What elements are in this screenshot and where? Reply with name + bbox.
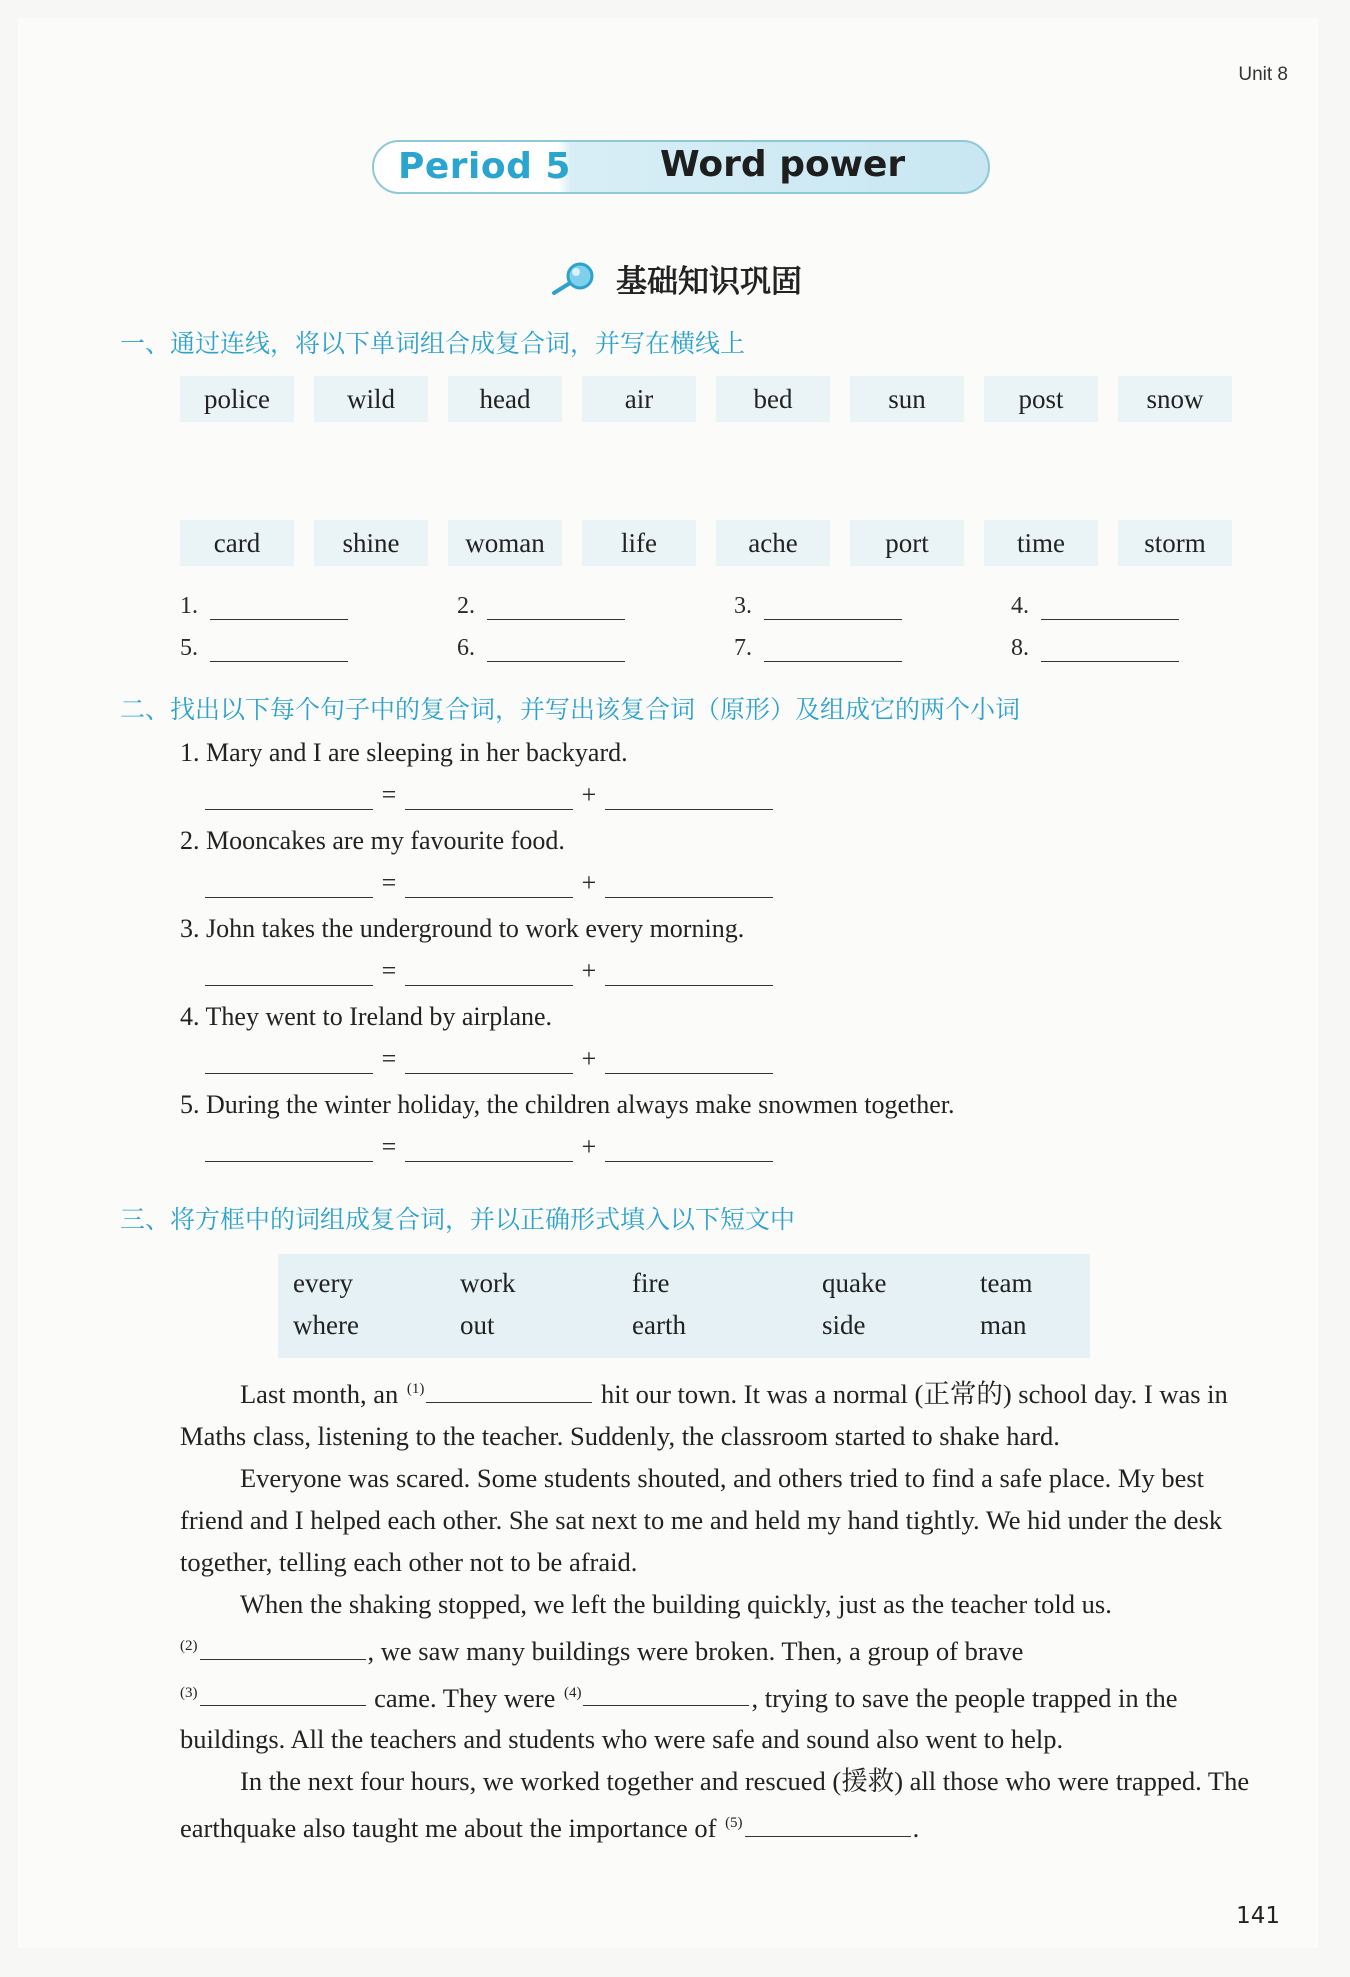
passage-text: In the next four hours, we worked together and rescued (援救) all those who were trapped. The earthquake also taught me about the importance of (180, 1766, 1250, 1844)
blank-marker: (3) (180, 1684, 198, 1701)
word-card: shine (314, 520, 428, 566)
box-word: work (460, 1268, 516, 1298)
q3-heading: 三、将方框中的词组成复合词，并以正确形式填入以下短文中 (120, 1205, 796, 1234)
word-card: ache (716, 520, 830, 566)
word-card: air (582, 376, 696, 422)
answer-blank[interactable] (210, 589, 348, 620)
answer-blank[interactable] (405, 781, 573, 810)
blank-marker: (4) (563, 1684, 582, 1701)
blank-number: 8. (1011, 635, 1029, 661)
passage-paragraph (180, 1368, 1250, 1457)
word-card: port (850, 520, 964, 566)
section-title: 基础知识巩固 (616, 264, 802, 300)
blank-number: 5. (180, 635, 198, 661)
q2-sentence: 4. They went to Ireland by airplane. (180, 1002, 553, 1031)
q2-heading: 二、找出以下每个句子中的复合词，并写出该复合词（原形）及组成它的两个小词 (120, 695, 1021, 724)
q2-answer-line (205, 868, 773, 898)
answer-blank[interactable] (205, 1045, 373, 1074)
blank-marker: (2) (180, 1637, 198, 1654)
answer-blank[interactable] (764, 631, 902, 662)
box-word: side (822, 1310, 866, 1340)
box-word: team (980, 1268, 1033, 1298)
box-word: fire (632, 1268, 670, 1298)
passage-text: came. They were (374, 1682, 556, 1713)
period-label: Period 5 (398, 146, 571, 187)
answer-blank[interactable] (605, 869, 773, 898)
equals-sign: = (381, 1044, 397, 1073)
q1-word-row-2 (180, 520, 1232, 566)
answer-blank[interactable] (487, 589, 625, 620)
word-card: wild (314, 376, 428, 422)
answer-blank[interactable] (205, 1133, 373, 1162)
word-card: life (582, 520, 696, 566)
q1-heading: 一、通过连线，将以下单词组合成复合词，并写在横线上 (120, 329, 746, 358)
blank-number: 3. (734, 593, 752, 619)
answer-blank[interactable] (405, 869, 573, 898)
answer-blank[interactable] (205, 781, 373, 810)
plus-sign: + (581, 956, 597, 985)
answer-blank[interactable] (605, 957, 773, 986)
word-card: time (984, 520, 1098, 566)
box-word: where (293, 1310, 359, 1340)
answer-blank[interactable] (1041, 589, 1179, 620)
q2-answer-line (205, 1044, 773, 1074)
fill-blank[interactable] (745, 1812, 911, 1837)
answer-blank[interactable] (1041, 631, 1179, 662)
passage-paragraph (180, 1760, 1250, 1849)
word-card: post (984, 376, 1098, 422)
plus-sign: + (581, 1044, 597, 1073)
blank-number: 2. (457, 593, 475, 619)
passage-text: When the shaking stopped, we left the building quickly, just as the teacher told us. (240, 1588, 1112, 1619)
blank-number: 4. (1011, 593, 1029, 619)
word-card: woman (448, 520, 562, 566)
q2-sentence: 3. John takes the underground to work every morning. (180, 914, 745, 943)
answer-blank[interactable] (405, 957, 573, 986)
box-word: every (293, 1268, 353, 1298)
answer-blank[interactable] (605, 1133, 773, 1162)
lesson-title: Word power (660, 144, 906, 185)
plus-sign: + (581, 1132, 597, 1161)
q2-answer-line (205, 1132, 773, 1162)
q1-answer-blanks (180, 578, 1288, 662)
q2-answer-line (205, 780, 773, 810)
passage-text: Last month, an (240, 1378, 399, 1409)
passage (180, 1368, 1250, 1849)
section-heading (550, 256, 802, 301)
answer-blank[interactable] (205, 869, 373, 898)
word-card: police (180, 376, 294, 422)
fill-blank[interactable] (200, 1681, 366, 1706)
q1-word-row-1 (180, 376, 1232, 422)
word-card: snow (1118, 376, 1232, 422)
box-word: earth (632, 1310, 686, 1340)
q2-answer-line (205, 956, 773, 986)
blank-number: 7. (734, 635, 752, 661)
equals-sign: = (381, 780, 397, 809)
blank-marker: (1) (406, 1381, 425, 1397)
passage-text: . (912, 1813, 920, 1844)
magnifier-icon (550, 261, 598, 297)
plus-sign: + (581, 780, 597, 809)
box-word: man (980, 1310, 1027, 1340)
passage-text: hit our town. It was a normal (正常的) school day. I was in Maths class, listening to the teacher. Suddenly, the classroom started to shake hard. (180, 1378, 1228, 1451)
answer-blank[interactable] (405, 1045, 573, 1074)
passage-text: , trying to save the people trapped in the buildings. All the teachers and students who were safe and sound also went to help. (180, 1682, 1178, 1755)
q2-sentence: 2. Mooncakes are my favourite food. (180, 826, 565, 855)
passage-text: Everyone was scared. Some students shouted, and others tried to find a safe place. My best friend and I helped each other. She sat next to me and held my hand tightly. We hid under the desk together, telling each other not to be afraid. (180, 1462, 1223, 1577)
answer-blank[interactable] (764, 589, 902, 620)
q2-sentence: 1. Mary and I are sleeping in her backyard. (180, 738, 628, 767)
answer-blank[interactable] (487, 631, 625, 662)
fill-blank[interactable] (583, 1681, 749, 1706)
word-card: card (180, 520, 294, 566)
blank-number: 6. (457, 635, 475, 661)
word-card: head (448, 376, 562, 422)
q2-sentence: 5. During the winter holiday, the children always make snowmen together. (180, 1090, 955, 1119)
passage-paragraph (180, 1457, 1250, 1583)
equals-sign: = (381, 956, 397, 985)
fill-blank[interactable] (200, 1635, 366, 1660)
word-card: sun (850, 376, 964, 422)
equals-sign: = (381, 868, 397, 897)
plus-sign: + (581, 868, 597, 897)
blank-number: 1. (180, 593, 198, 619)
answer-blank[interactable] (205, 957, 373, 986)
blank-marker: (5) (725, 1815, 743, 1832)
word-box (278, 1254, 1090, 1358)
unit-label: Unit 8 (1238, 64, 1288, 85)
answer-blank[interactable] (210, 631, 348, 662)
word-card: storm (1118, 520, 1232, 566)
answer-blank[interactable] (605, 1045, 773, 1074)
answer-blank[interactable] (605, 781, 773, 810)
box-word: quake (822, 1268, 887, 1298)
passage-text: , we saw many buildings were broken. Then, a group of brave (367, 1635, 1024, 1666)
answer-blank[interactable] (405, 1133, 573, 1162)
passage-paragraph (180, 1583, 1250, 1761)
word-card: bed (716, 376, 830, 422)
box-word: out (460, 1310, 495, 1340)
page-number: 141 (1236, 1903, 1280, 1929)
equals-sign: = (381, 1132, 397, 1161)
fill-blank[interactable] (426, 1378, 592, 1403)
